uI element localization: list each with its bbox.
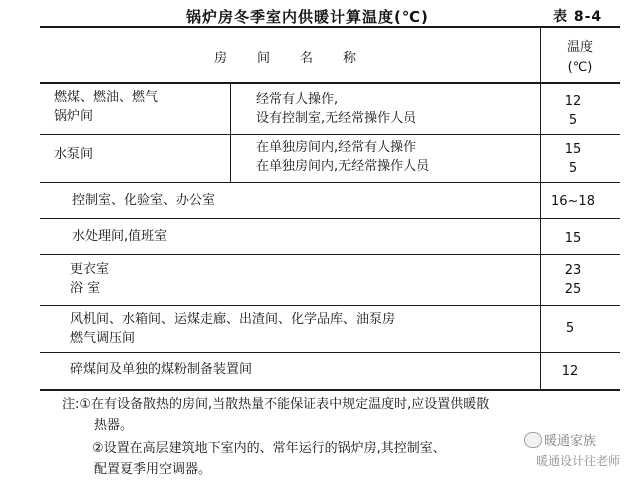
watermark [518, 430, 638, 476]
condition-line: 在单独房间内,无经常操作人员 [256, 159, 430, 174]
room-name-line: 燃气调压间 [70, 331, 136, 346]
temperature-value [533, 92, 613, 130]
room-name [70, 310, 395, 348]
temperature-value: 16~18 [551, 194, 595, 209]
temperature-line: 12 [564, 94, 582, 109]
room-name: 控制室、化验室、办公室 [72, 193, 216, 208]
temperature-value [533, 140, 613, 178]
note-line: ②设置在高层建筑地下室内的、常年运行的锅炉房,其控制室、 [92, 441, 446, 456]
watermark-account-name: 暖通家族 [544, 434, 597, 449]
condition-column-divider [230, 83, 231, 183]
room-name-line: 浴 室 [70, 281, 101, 296]
temperature-value: 15 [564, 231, 582, 246]
header-bottom-border [40, 82, 620, 84]
row-divider [40, 352, 620, 353]
condition-line: 在单独房间内,经常有人操作 [256, 140, 417, 155]
operating-condition [256, 90, 416, 128]
temperature-value [533, 261, 613, 299]
room-name: 水泵间 [54, 147, 94, 162]
note-line: 热器。 [94, 418, 134, 433]
room-name-line: 风机间、水箱间、运煤走廊、出渣间、化学品库、油泵房 [70, 312, 396, 327]
row-divider [40, 134, 620, 135]
wechat-logo-icon [524, 432, 542, 448]
note-line: 注:①在有设备散热的房间,当散热量不能保证表中规定温度时,应设置供暖散 [62, 397, 490, 412]
header-temperature-unit: (℃) [567, 60, 593, 75]
note-2 [92, 438, 446, 480]
row-divider [40, 305, 620, 306]
condition-line: 经常有人操作, [256, 92, 339, 107]
header-temperature-label: 温度 [566, 40, 593, 55]
temperature-value: 5 [565, 321, 575, 336]
room-name: 碎煤间及单独的煤粉制备装置间 [70, 362, 253, 377]
room-name-line: 更衣室 [70, 262, 110, 277]
row-divider [40, 218, 620, 219]
condition-line: 设有控制室,无经常操作人员 [256, 111, 417, 126]
temperature-line: 5 [568, 113, 578, 128]
room-name-line: 锅炉间 [54, 109, 94, 124]
temperature-line: 15 [564, 142, 582, 157]
header-temperature [540, 38, 620, 78]
room-name-line: 燃煤、燃油、燃气 [54, 90, 159, 105]
header-room-name: 房间名称 [213, 51, 386, 66]
watermark-author: 暖通设计往老师 [536, 454, 621, 468]
row-divider [40, 182, 620, 183]
row-divider [40, 254, 620, 255]
table-top-border [40, 26, 620, 28]
room-name: 水处理间,值班室 [72, 229, 168, 244]
table-number: 表 8-4 [553, 9, 603, 25]
operating-condition [256, 138, 429, 176]
room-name [70, 260, 109, 298]
temperature-line: 23 [564, 263, 582, 278]
temperature-line: 5 [568, 161, 578, 176]
note-line: 配置夏季用空调器。 [94, 462, 212, 477]
temperature-line: 25 [564, 282, 582, 297]
note-1 [62, 394, 489, 436]
table-title: 锅炉房冬季室内供暖计算温度(℃) [186, 8, 429, 26]
room-name [54, 88, 158, 126]
table-bottom-border [40, 389, 620, 391]
temperature-value: 12 [561, 364, 579, 379]
